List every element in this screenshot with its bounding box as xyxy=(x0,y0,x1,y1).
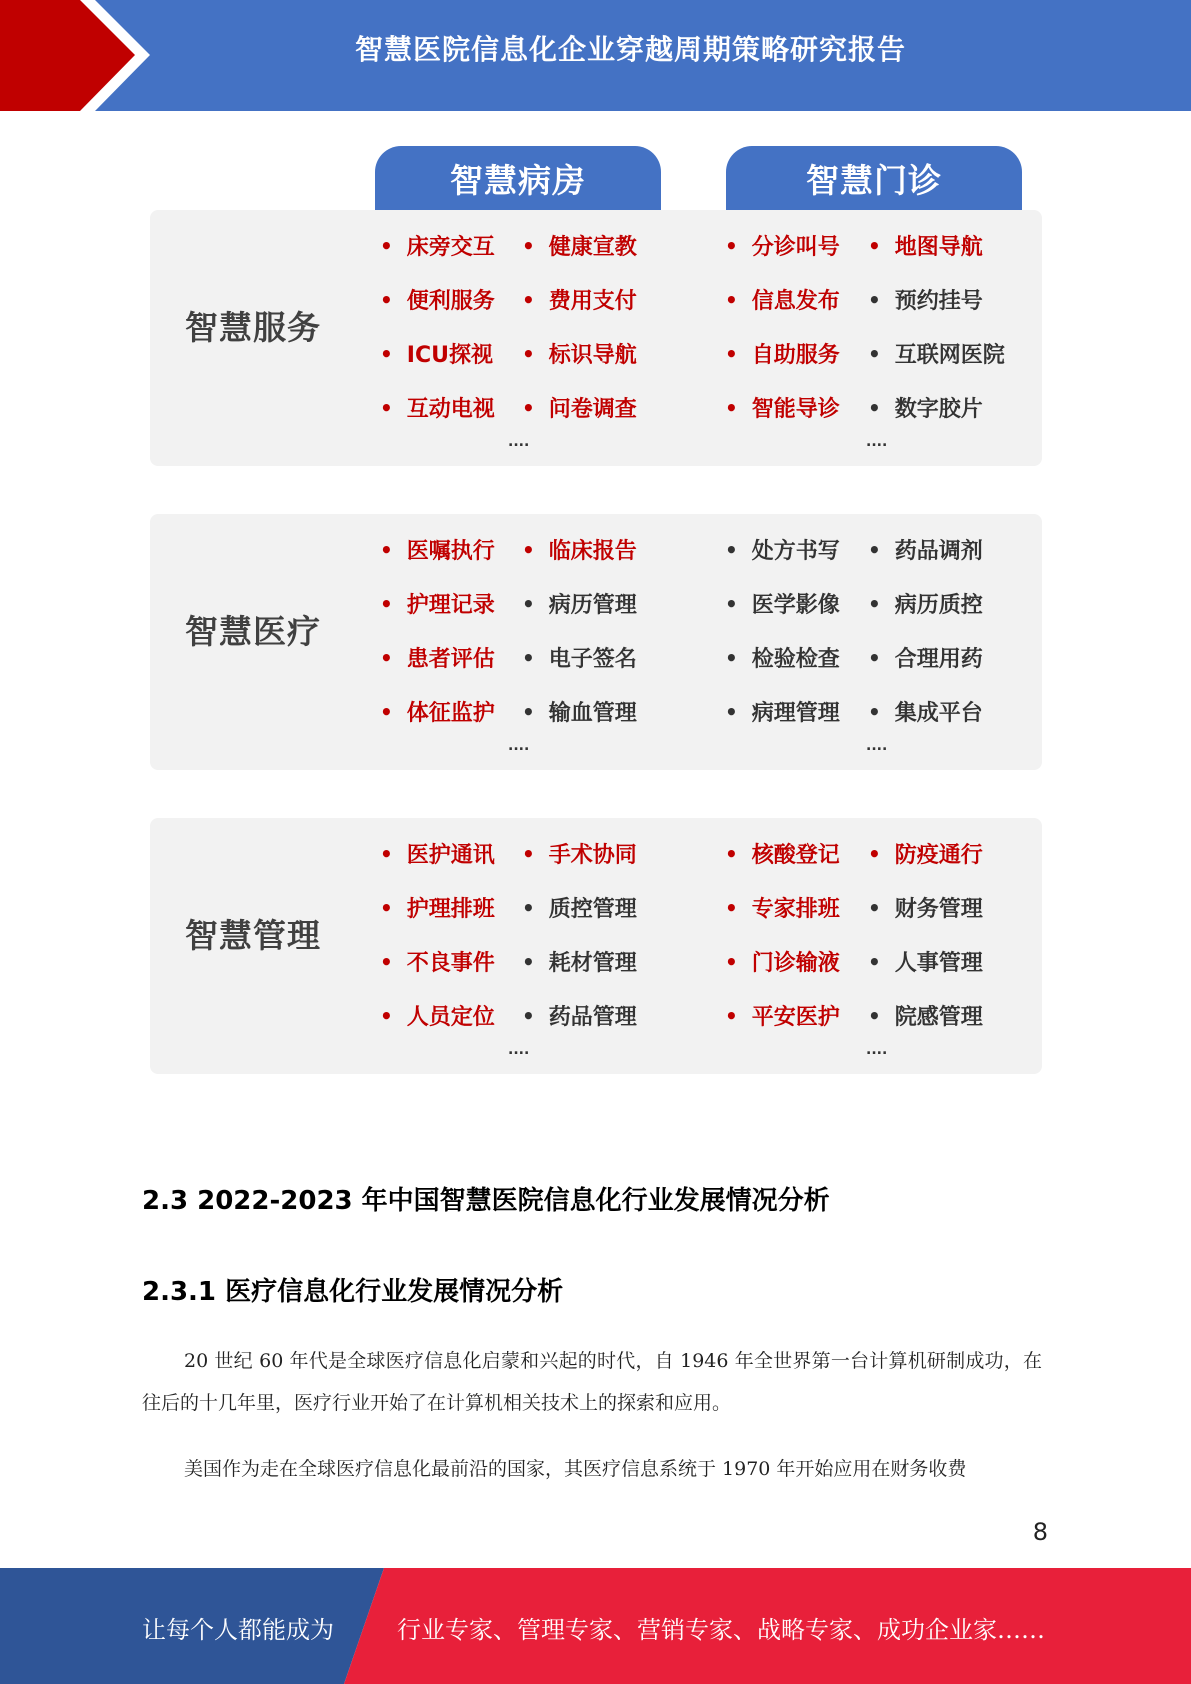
feature-label: 医嘱执行 xyxy=(406,539,495,564)
category-panel xyxy=(150,818,1042,1074)
feature-item xyxy=(725,1000,840,1031)
bullet-icon: • xyxy=(725,341,738,366)
feature-item xyxy=(380,1000,495,1031)
feature-label: 标识导航 xyxy=(548,343,637,368)
feature-item xyxy=(725,230,840,261)
bullet-icon: • xyxy=(868,699,881,724)
bullet-icon: • xyxy=(522,395,535,420)
feature-item xyxy=(522,534,637,565)
feature-item xyxy=(522,946,637,977)
feature-item xyxy=(868,338,1005,369)
bullet-icon: • xyxy=(868,591,881,616)
feature-item xyxy=(380,230,495,261)
feature-label: 防疫通行 xyxy=(894,843,983,868)
bullet-icon: • xyxy=(380,1003,393,1028)
feature-item xyxy=(725,696,840,727)
feature-label: 护理记录 xyxy=(406,593,495,618)
bullet-icon: • xyxy=(380,395,393,420)
bullet-icon: • xyxy=(380,537,393,562)
bullet-icon: • xyxy=(868,287,881,312)
feature-label: 检验检查 xyxy=(751,647,840,672)
feature-label: 便利服务 xyxy=(406,289,495,314)
bullet-icon: • xyxy=(522,949,535,974)
feature-item xyxy=(522,696,637,727)
feature-label: 核酸登记 xyxy=(751,843,840,868)
category-panel xyxy=(150,514,1042,770)
feature-item xyxy=(380,392,495,423)
feature-label: 质控管理 xyxy=(548,897,637,922)
feature-item xyxy=(868,696,983,727)
feature-item xyxy=(522,892,637,923)
feature-item xyxy=(522,838,637,869)
feature-item xyxy=(868,892,983,923)
footer-slogan-left: 让每个人都能成为 xyxy=(142,1616,334,1644)
bullet-icon: • xyxy=(868,895,881,920)
feature-label: 院感管理 xyxy=(894,1005,983,1030)
panel-label: 智慧管理 xyxy=(185,916,321,955)
bullet-icon: • xyxy=(380,949,393,974)
feature-item xyxy=(380,642,495,673)
bullet-icon: • xyxy=(522,287,535,312)
feature-label: 互联网医院 xyxy=(894,343,1005,368)
bullet-icon: • xyxy=(725,233,738,258)
panel-label: 智慧服务 xyxy=(185,308,321,347)
more-ellipsis-clinic: .... xyxy=(866,1042,888,1058)
feature-item xyxy=(868,838,983,869)
paragraph-2: 美国作为走在全球医疗信息化最前沿的国家，其医疗信息系统于 1970 年开始应用在财务收费 xyxy=(184,1458,967,1480)
feature-item xyxy=(868,534,983,565)
bullet-icon: • xyxy=(868,1003,881,1028)
feature-item xyxy=(868,946,983,977)
feature-item xyxy=(380,588,495,619)
feature-label: 病历管理 xyxy=(548,593,637,618)
bullet-icon: • xyxy=(522,233,535,258)
feature-label: 专家排班 xyxy=(751,897,840,922)
report-title: 智慧医院信息化企业穿越周期策略研究报告 xyxy=(354,33,906,66)
bullet-icon: • xyxy=(868,341,881,366)
category-panel xyxy=(150,210,1042,466)
feature-item xyxy=(868,588,983,619)
bullet-icon: • xyxy=(380,233,393,258)
feature-label: 问卷调查 xyxy=(548,397,637,422)
feature-item xyxy=(522,284,637,315)
feature-label: 信息发布 xyxy=(751,289,840,314)
feature-label: 智能导诊 xyxy=(751,397,840,422)
feature-label: 人员定位 xyxy=(406,1005,495,1030)
bullet-icon: • xyxy=(522,591,535,616)
bullet-icon: • xyxy=(380,341,393,366)
feature-label: 财务管理 xyxy=(894,897,983,922)
feature-item xyxy=(522,338,637,369)
bullet-icon: • xyxy=(522,841,535,866)
feature-label: 互动电视 xyxy=(406,397,495,422)
feature-item xyxy=(868,642,983,673)
bullet-icon: • xyxy=(725,287,738,312)
feature-label: 集成平台 xyxy=(894,701,983,726)
bullet-icon: • xyxy=(725,395,738,420)
page-footer xyxy=(0,1568,1191,1684)
feature-item xyxy=(522,1000,637,1031)
feature-label: 预约挂号 xyxy=(894,289,983,314)
feature-item xyxy=(522,392,637,423)
bullet-icon: • xyxy=(725,699,738,724)
bullet-icon: • xyxy=(380,895,393,920)
bullet-icon: • xyxy=(868,233,881,258)
feature-label: 病理管理 xyxy=(751,701,840,726)
more-ellipsis-ward: .... xyxy=(508,738,530,754)
feature-item xyxy=(522,230,637,261)
feature-item xyxy=(380,338,493,369)
feature-label: 自助服务 xyxy=(751,343,840,368)
section-heading-2-3: 2.3 2022-2023 年中国智慧医院信息化行业发展情况分析 xyxy=(142,1186,830,1216)
bullet-icon: • xyxy=(725,591,738,616)
feature-label: 分诊叫号 xyxy=(751,235,840,260)
feature-item xyxy=(868,230,983,261)
bullet-icon: • xyxy=(868,841,881,866)
more-ellipsis-clinic: .... xyxy=(866,434,888,450)
feature-label: 临床报告 xyxy=(548,539,637,564)
bullet-icon: • xyxy=(868,949,881,974)
more-ellipsis-clinic: .... xyxy=(866,738,888,754)
feature-label: 床旁交互 xyxy=(406,235,495,260)
feature-label: 门诊输液 xyxy=(751,951,840,976)
feature-item xyxy=(380,946,495,977)
feature-label: 药品管理 xyxy=(548,1005,637,1030)
feature-label: 不良事件 xyxy=(406,951,495,976)
feature-item xyxy=(380,696,495,727)
feature-item xyxy=(380,838,495,869)
feature-item xyxy=(868,392,983,423)
more-ellipsis-ward: .... xyxy=(508,434,530,450)
bullet-icon: • xyxy=(380,645,393,670)
feature-label: 输血管理 xyxy=(548,701,637,726)
bullet-icon: • xyxy=(725,645,738,670)
paragraph-1: 20 世纪 60 年代是全球医疗信息化启蒙和兴起的时代，自 1946 年全世界第一台计算机研制成功，在往后的十几年里，医疗行业开始了在计算机相关技术上的探索和应用。 xyxy=(142,1350,1042,1414)
footer-slogan-right: 行业专家、管理专家、营销专家、战略专家、成功企业家…… xyxy=(397,1616,1045,1644)
feature-label: 地图导航 xyxy=(894,235,983,260)
feature-label: 护理排班 xyxy=(406,897,495,922)
bullet-icon: • xyxy=(522,645,535,670)
feature-item xyxy=(522,588,637,619)
bullet-icon: • xyxy=(522,895,535,920)
feature-label: 患者评估 xyxy=(406,647,495,672)
feature-item xyxy=(725,642,840,673)
bullet-icon: • xyxy=(380,591,393,616)
feature-item xyxy=(868,1000,983,1031)
feature-label: 数字胶片 xyxy=(894,397,983,422)
feature-label: 电子签名 xyxy=(548,647,637,672)
bullet-icon: • xyxy=(868,395,881,420)
feature-item xyxy=(725,946,840,977)
page-header xyxy=(0,0,1191,111)
feature-item xyxy=(725,534,840,565)
panel-label: 智慧医疗 xyxy=(185,612,321,651)
feature-label: 平安医护 xyxy=(751,1005,840,1030)
feature-item xyxy=(725,892,840,923)
feature-label: 体征监护 xyxy=(406,701,495,726)
feature-label: 健康宣教 xyxy=(548,235,637,260)
bullet-icon: • xyxy=(380,287,393,312)
bullet-icon: • xyxy=(725,537,738,562)
bullet-icon: • xyxy=(725,841,738,866)
feature-item xyxy=(725,588,840,619)
feature-item xyxy=(380,534,495,565)
feature-item xyxy=(380,892,495,923)
bullet-icon: • xyxy=(522,1003,535,1028)
feature-label: 合理用药 xyxy=(894,647,983,672)
bullet-icon: • xyxy=(380,699,393,724)
section-heading-2-3-1: 2.3.1 医疗信息化行业发展情况分析 xyxy=(142,1277,564,1307)
feature-label: 耗材管理 xyxy=(548,951,637,976)
feature-label: 病历质控 xyxy=(894,593,983,618)
bullet-icon: • xyxy=(725,949,738,974)
feature-item xyxy=(725,838,840,869)
feature-label: 手术协同 xyxy=(548,843,637,868)
feature-label: 医护通讯 xyxy=(406,843,495,868)
tab-smart-ward: 智慧病房 xyxy=(375,146,661,210)
bullet-icon: • xyxy=(868,537,881,562)
bullet-icon: • xyxy=(725,895,738,920)
feature-label: 药品调剂 xyxy=(894,539,983,564)
bullet-icon: • xyxy=(522,341,535,366)
bullet-icon: • xyxy=(522,699,535,724)
feature-label: ICU探视 xyxy=(406,343,493,368)
feature-label: 处方书写 xyxy=(751,539,840,564)
more-ellipsis-ward: .... xyxy=(508,1042,530,1058)
bullet-icon: • xyxy=(868,645,881,670)
feature-label: 人事管理 xyxy=(894,951,983,976)
feature-item xyxy=(725,392,840,423)
feature-label: 费用支付 xyxy=(548,289,637,314)
tab-smart-clinic: 智慧门诊 xyxy=(726,146,1022,210)
bullet-icon: • xyxy=(380,841,393,866)
feature-item xyxy=(868,284,983,315)
feature-label: 医学影像 xyxy=(751,593,840,618)
feature-item xyxy=(725,284,840,315)
feature-item xyxy=(725,338,840,369)
feature-item xyxy=(380,284,495,315)
bullet-icon: • xyxy=(522,537,535,562)
bullet-icon: • xyxy=(725,1003,738,1028)
page-number: 8 xyxy=(1032,1518,1048,1546)
feature-item xyxy=(522,642,637,673)
